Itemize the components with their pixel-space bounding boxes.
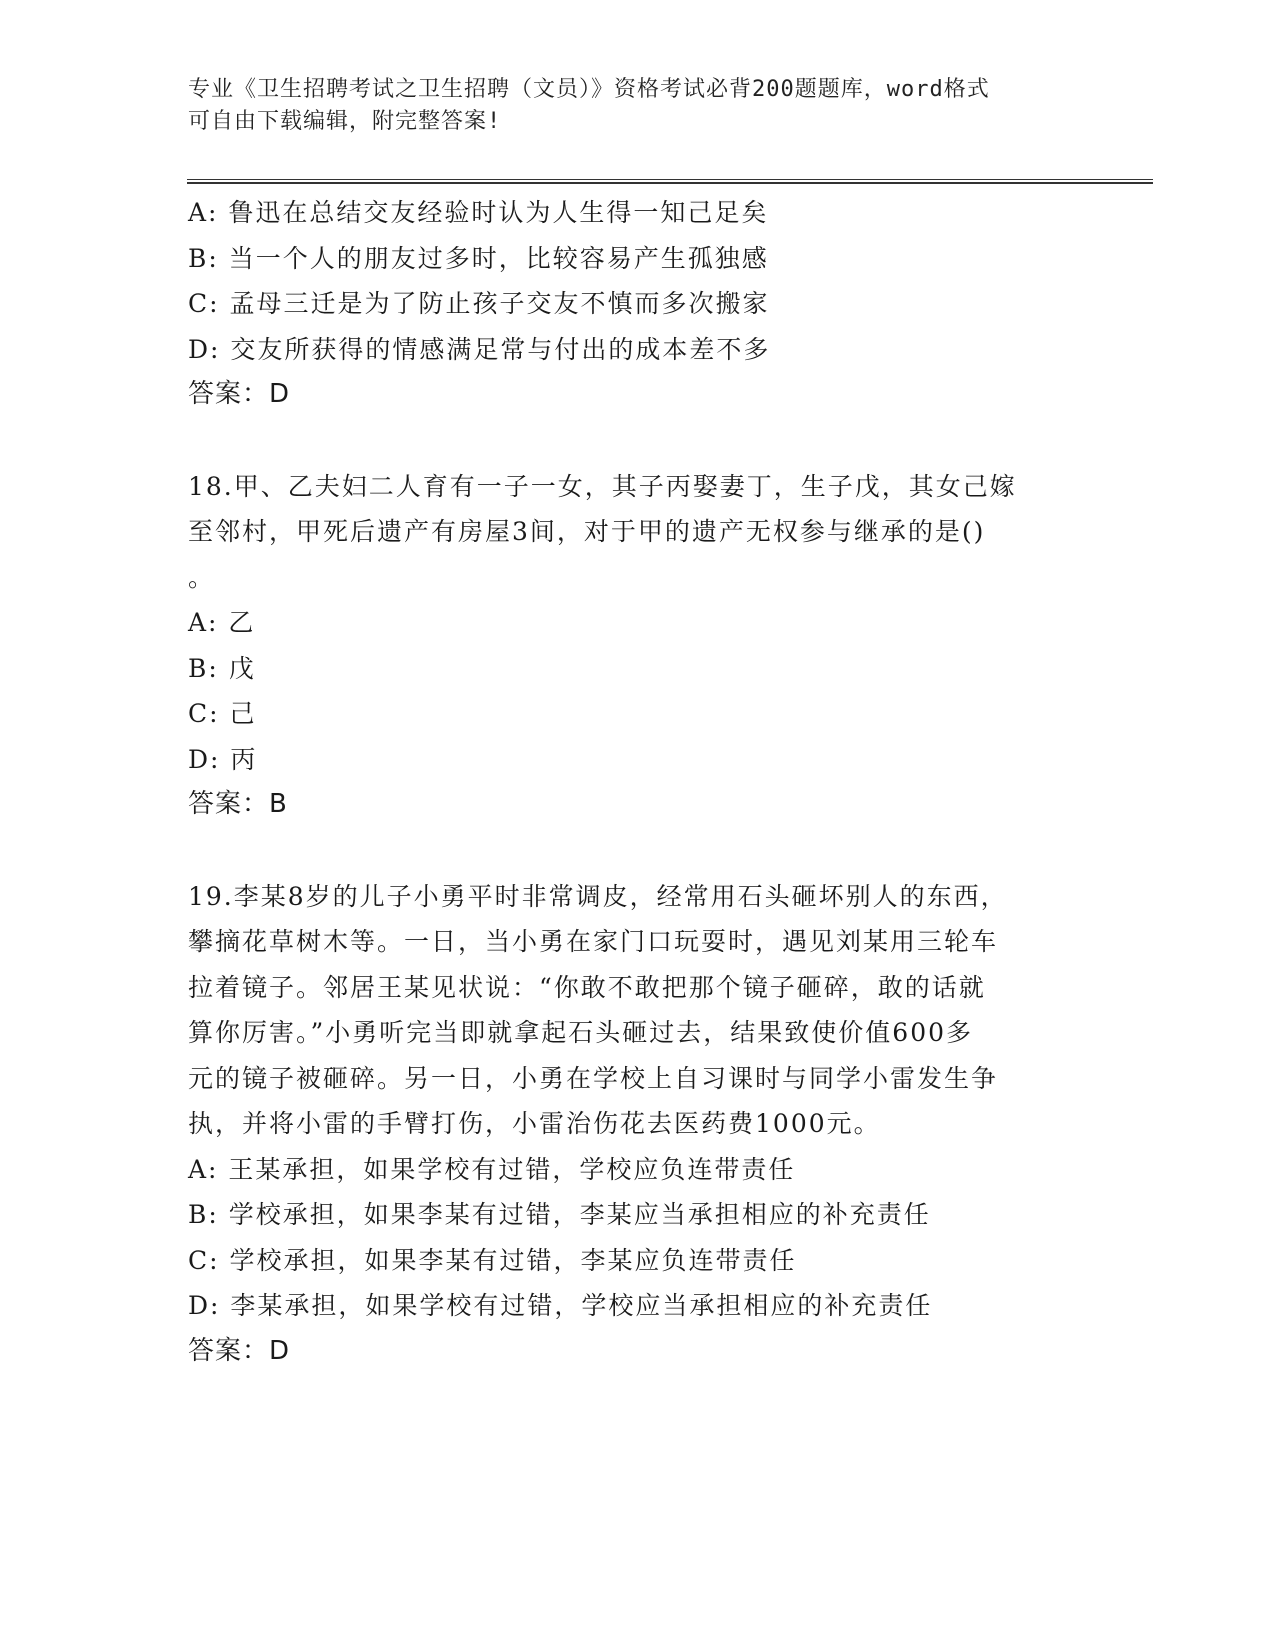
document-body (188, 190, 1068, 1374)
option-c: C: 孟母三迁是为了防止孩子交友不慎而多次搬家 (188, 289, 770, 318)
option-a: A: 乙 (188, 608, 256, 637)
header-divider-thin (187, 179, 1153, 180)
question-text-line: 算你厉害。”小勇听完当即就拿起石头砸过去，结果致使价值600多 (188, 1018, 974, 1047)
option-c: C: 学校承担，如果李某有过错，李某应负连带责任 (188, 1245, 797, 1275)
answer: 答案：D (188, 1335, 291, 1366)
document-header (188, 74, 1068, 138)
option-d: D: 丙 (188, 744, 258, 774)
question-text-line: 攀摘花草树木等。一日，当小勇在家门口玩耍时，遇见刘某用三轮车 (188, 927, 999, 956)
question-text-line: 。 (188, 562, 216, 592)
option-d: D: 交友所获得的情感满足常与付出的成本差不多 (188, 334, 771, 364)
answer: 答案：D (188, 379, 291, 409)
option-b: B: 戊 (188, 653, 256, 683)
option-b: B: 当一个人的朋友过多时，比较容易产生孤独感 (188, 243, 769, 273)
option-b: B: 学校承担，如果李某有过错，李某应当承担相应的补充责任 (188, 1200, 931, 1229)
option-a: A: 王某承担，如果学校有过错，学校应负连带责任 (188, 1154, 796, 1184)
question-text-line: 拉着镜子。邻居王某见状说：“你敢不敢把那个镜子砸碎，敢的话就 (188, 972, 986, 1002)
option-d: D: 李某承担，如果学校有过错，学校应当承担相应的补充责任 (188, 1291, 933, 1320)
answer: 答案：B (188, 789, 288, 819)
question-17 (188, 190, 1068, 418)
question-19 (188, 874, 1068, 1375)
question-18 (188, 464, 1068, 828)
question-text-line: 至邻村，甲死后遗产有房屋3间，对于甲的遗产无权参与继承的是() (188, 517, 986, 546)
option-c: C: 己 (188, 699, 257, 728)
question-text-line: 19.李某8岁的儿子小勇平时非常调皮，经常用石头砸坏别人的东西， (188, 881, 1008, 911)
question-text-line: 18.甲、乙夫妇二人育有一子一女，其子丙娶妻丁，生子戊，其女己嫁 (188, 471, 1017, 501)
question-text-line: 元的镜子被砸碎。另一日，小勇在学校上自习课时与同学小雷发生争 (188, 1063, 999, 1093)
option-a: A: 鲁迅在总结交友经验时认为人生得一知己足矣 (188, 198, 769, 227)
header-line-2: 可自由下载编辑，附完整答案! (188, 109, 502, 134)
header-divider-thick (187, 182, 1153, 184)
header-line-1: 专业《卫生招聘考试之卫生招聘（文员）》资格考试必背200题题库，word格式 (188, 77, 990, 102)
question-text-line: 执，并将小雷的手臂打伤，小雷治伤花去医药费1000元。 (188, 1109, 881, 1138)
